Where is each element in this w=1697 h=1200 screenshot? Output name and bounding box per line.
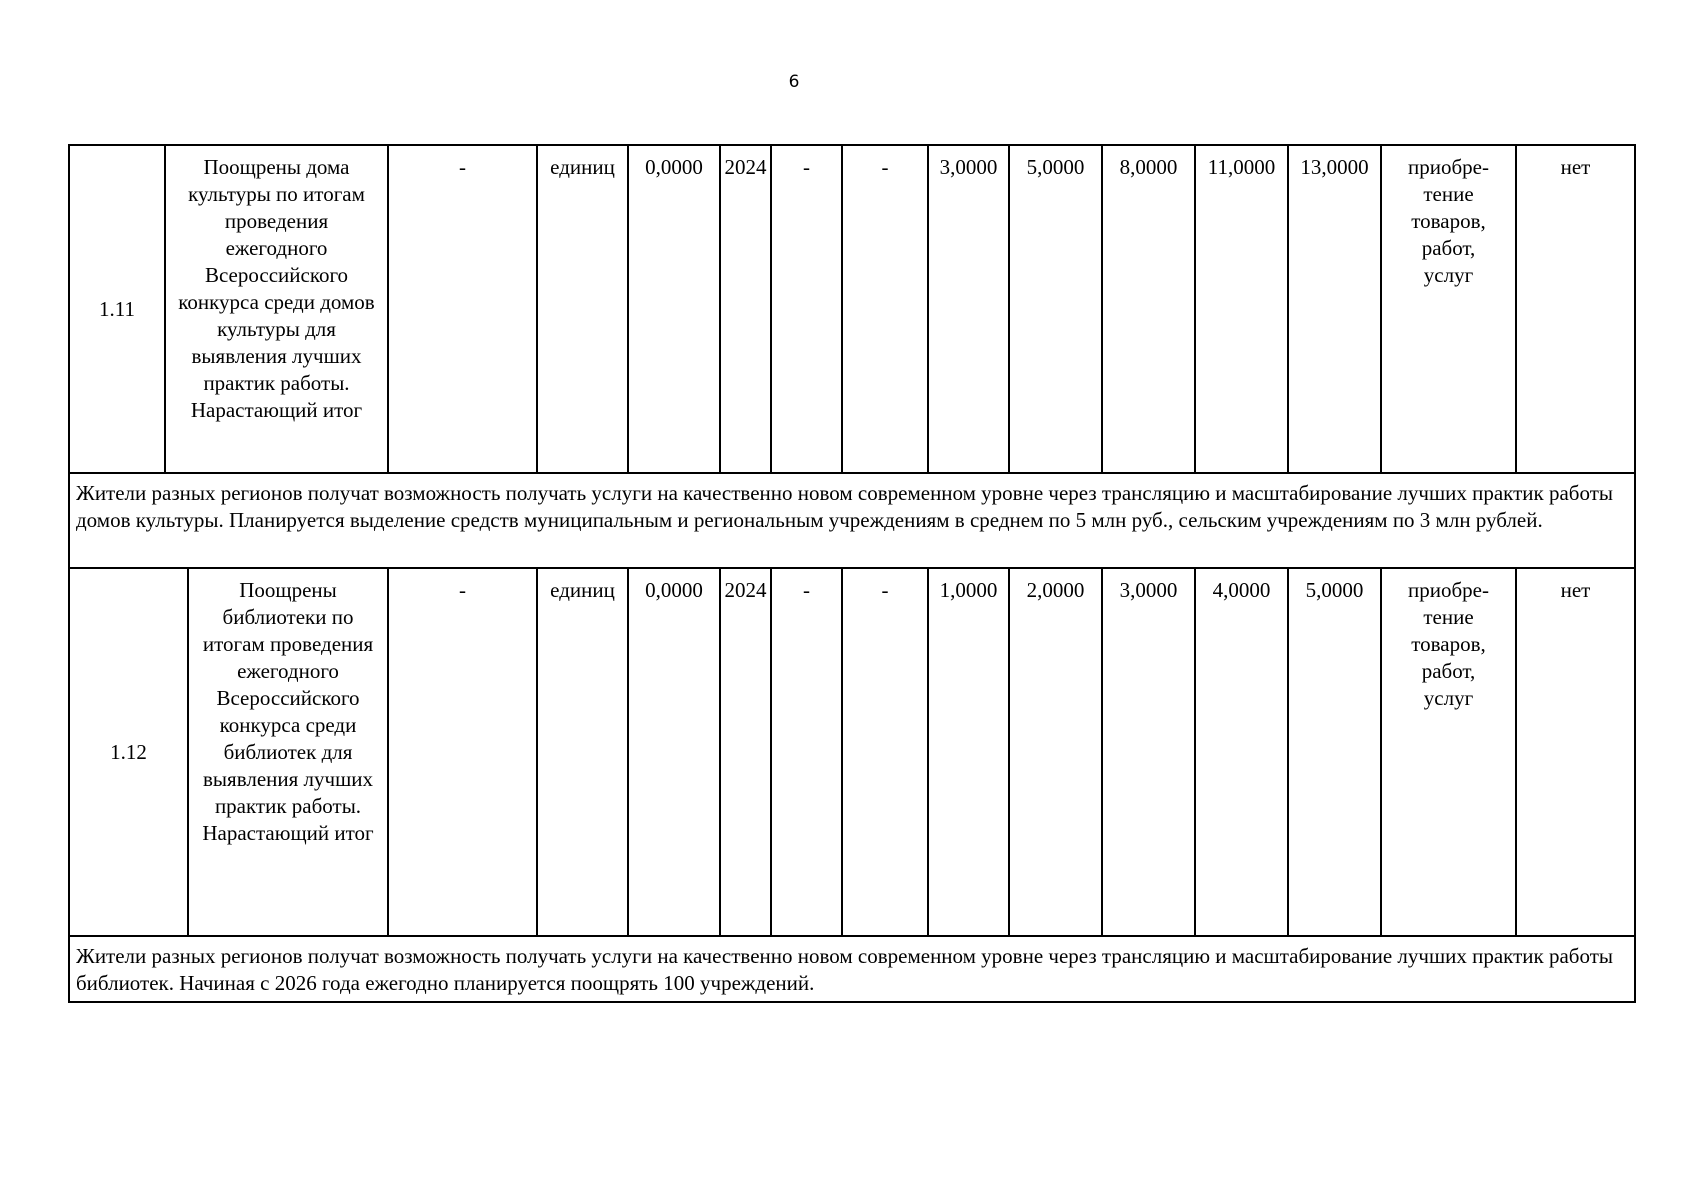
table-row-note xyxy=(69,473,1635,568)
value-2029: 4,0000 xyxy=(1195,568,1288,936)
base-year: 2024 xyxy=(720,568,771,936)
indicator-code: - xyxy=(388,568,537,936)
flag: нет xyxy=(1516,145,1635,473)
indicator-code: - xyxy=(388,145,537,473)
row-note: Жители разных регионов получат возможность получать услуги на качественно новом современном уровне через трансляцию и масштабирование лучших практик работы библиотек. Начиная с 2026 года ежегодно планируется поощрять 100 учреждений. xyxy=(69,936,1635,1002)
table-row-note xyxy=(69,936,1635,1002)
value-2026: 1,0000 xyxy=(928,568,1009,936)
row-note: Жители разных регионов получат возможность получать услуги на качественно новом современном уровне через трансляцию и масштабирование лучших практик работы домов культуры. Планируется выделение средств муниципальным и региональным учреждениям в среднем по 5 млн руб., сельским учреждениям по 3 млн рублей. xyxy=(69,473,1635,568)
table-row xyxy=(69,568,1635,936)
flag: нет xyxy=(1516,568,1635,936)
row-number: 1.12 xyxy=(69,568,188,936)
document-table-wrapper xyxy=(68,144,1636,1003)
base-value: 0,0000 xyxy=(628,145,720,473)
base-value: 0,0000 xyxy=(628,568,720,936)
row-number: 1.11 xyxy=(69,145,165,473)
type-of-action: приобре-тение товаров, работ, услуг xyxy=(1381,145,1516,473)
type-of-action: приобре-тение товаров, работ, услуг xyxy=(1381,568,1516,936)
table-row xyxy=(69,145,1635,473)
value-2030: 13,0000 xyxy=(1288,145,1381,473)
value-2028: 3,0000 xyxy=(1102,568,1195,936)
value-2028: 8,0000 xyxy=(1102,145,1195,473)
value-2029: 11,0000 xyxy=(1195,145,1288,473)
value-2027: 2,0000 xyxy=(1009,568,1102,936)
value-2030: 5,0000 xyxy=(1288,568,1381,936)
value-2027: 5,0000 xyxy=(1009,145,1102,473)
value-2025: - xyxy=(842,568,928,936)
indicators-table xyxy=(68,144,1636,1003)
value-2024: - xyxy=(771,568,842,936)
page-number: 6 xyxy=(788,72,800,92)
unit: единиц xyxy=(537,145,628,473)
indicator-name: Поощрены библиотеки по итогам проведения ежегодного Всероссийского конкурса среди библиотек для выявления лучших практик работы. Нарастающий итог xyxy=(188,568,388,936)
base-year: 2024 xyxy=(720,145,771,473)
unit: единиц xyxy=(537,568,628,936)
value-2024: - xyxy=(771,145,842,473)
value-2026: 3,0000 xyxy=(928,145,1009,473)
indicator-name: Поощрены дома культуры по итогам проведения ежегодного Всероссийского конкурса среди домов культуры для выявления лучших практик работы. Нарастающий итог xyxy=(165,145,388,473)
value-2025: - xyxy=(842,145,928,473)
